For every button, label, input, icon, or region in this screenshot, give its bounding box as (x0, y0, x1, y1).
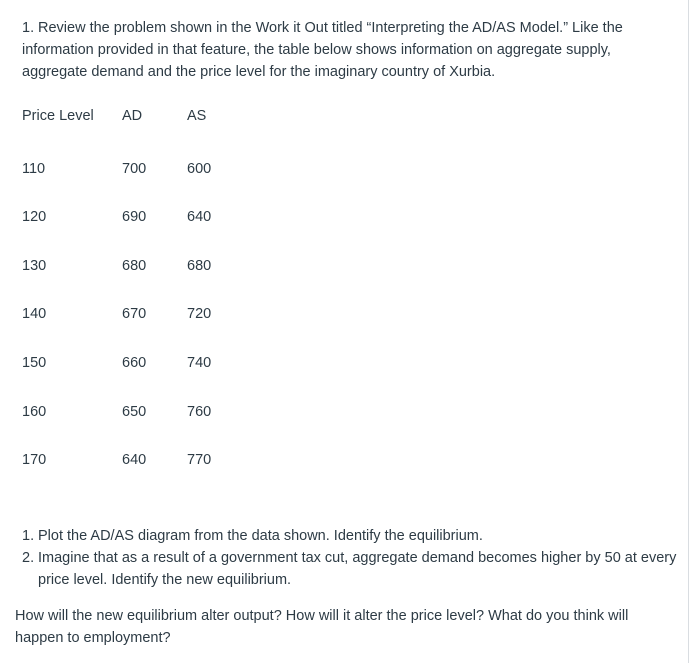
cell-price-level: 140 (22, 306, 47, 323)
cell-price-level: 120 (22, 209, 47, 226)
cell-ad: 690 (122, 209, 147, 226)
list-item (22, 525, 682, 547)
cell-as: 640 (187, 209, 212, 226)
cell-ad: 670 (122, 306, 147, 323)
header-price-level: Price Level (22, 108, 94, 124)
cell-price-level: 160 (22, 403, 47, 420)
cell-as: 600 (187, 160, 212, 177)
cell-ad: 700 (122, 160, 147, 177)
task-text: Plot the AD/AS diagram from the data shown. Identify the equilibrium. (38, 528, 483, 544)
task-number: 2. (22, 550, 35, 566)
table-row (22, 225, 247, 274)
cell-price-level: 130 (22, 257, 47, 274)
cell-as: 770 (187, 452, 212, 469)
cell-price-level: 150 (22, 354, 47, 371)
task-list (22, 525, 682, 591)
cell-as: 680 (187, 257, 212, 274)
closing-questions: How will the new equilibrium alter output? How will it alter the price level? What do you think will happen to employment? (15, 608, 629, 646)
table-row (22, 128, 247, 177)
cell-price-level: 110 (22, 160, 46, 177)
task-text: Imagine that as a result of a government tax cut, aggregate demand becomes higher by 50 at every price level. Identify the new equilibrium. (38, 550, 677, 588)
cell-ad: 640 (122, 452, 147, 469)
question-number: 1. (22, 20, 35, 36)
table-header-row (22, 104, 247, 128)
cell-as: 740 (187, 354, 212, 371)
table-row (22, 371, 247, 420)
table-row (22, 420, 247, 469)
table-row (22, 177, 247, 226)
header-ad: AD (122, 108, 143, 124)
header-as: AS (187, 108, 207, 124)
cell-ad: 680 (122, 257, 147, 274)
question-text: Review the problem shown in the Work it Out titled “Interpreting the AD/AS Model.” Like the information provided in that feature, the table below shows information on aggregate supply, aggregate demand and the price level for the imaginary country of Xurbia. (22, 20, 623, 80)
table-row (22, 274, 247, 323)
table-row (22, 322, 247, 371)
cell-as: 760 (187, 403, 212, 420)
ad-as-table (22, 104, 247, 468)
task-number: 1. (22, 528, 35, 544)
cell-ad: 660 (122, 354, 147, 371)
question-paragraph (22, 17, 662, 83)
cell-as: 720 (187, 306, 212, 323)
list-item (22, 547, 682, 591)
cell-ad: 650 (122, 403, 147, 420)
cell-price-level: 170 (22, 452, 47, 469)
